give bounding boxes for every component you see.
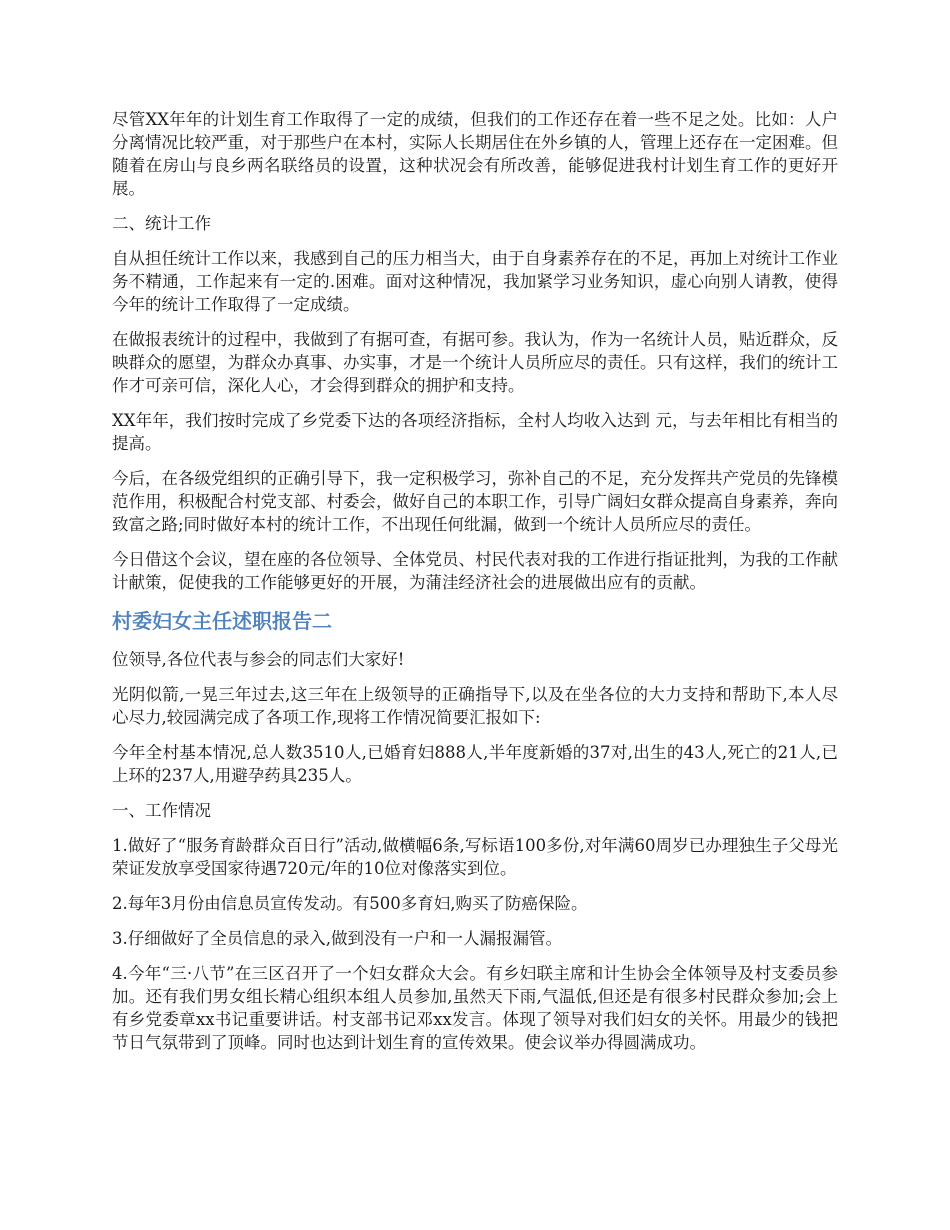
list-item: 4.今年“三·八节”在三区召开了一个妇女群众大会。有乡妇联主席和计生协会全体领导及村支委员参加。还有我们男女组长精心组织本组人员参加,虽然天下雨,气温低,但还是有很多村民群众参加;会上有乡党委章xx书记重要讲话。村支部书记邓xx发言。体现了领导对我们妇女的关怀。用最少的钱把节日气氛带到了顶峰。同时也达到计划生育的宣传效果。使会议举办得圆满成功。 [112, 964, 838, 1052]
paragraph: 今后，在各级党组织的正确引导下，我一定积极学习，弥补自己的不足，充分发挥共产党员的先锋模范作用，积极配合村党支部、村委会，做好自己的本职工作，引导广阔妇女群众提高自身素养，奔向致富之路;同时做好本村的统计工作，不出现任何纰漏，做到一个统计人员所应尽的责任。 [112, 469, 838, 534]
paragraph: 光阴似箭,一晃三年过去,这三年在上级领导的正确指导下,以及在坐各位的大力支持和帮助下,本人尽心尽力,较园满完成了各项工作,现将工作情况简要汇报如下: [112, 685, 838, 727]
paragraph: XX年年，我们按时完成了乡党委下达的各项经济指标，全村人均收入达到 元，与去年相比有相当的提高。 [112, 411, 838, 453]
paragraph: 尽管XX年年的计划生育工作取得了一定的成绩，但我们的工作还存在着一些不足之处。比如：人户分离情况比较严重，对于那些户在本村，实际人长期居住在外乡镇的人，管理上还存在一定困难。但随着在房山与良乡两名联络员的设置，这种状况会有所改善，能够促进我村计划生育工作的更好开展。 [112, 110, 838, 198]
list-item: 3.仔细做好了全员信息的录入,做到没有一户和一人漏报漏管。 [112, 929, 562, 948]
paragraph: 在做报表统计的过程中，我做到了有据可查，有据可参。我认为，作为一名统计人员，贴近群众，反映群众的愿望，为群众办真事、办实事，才是一个统计人员所应尽的责任。只有这样，我们的统计工作才可亲可信，深化人心，才会得到群众的拥护和支持。 [112, 330, 838, 395]
paragraph: 今日借这个会议，望在座的各位领导、全体党员、村民代表对我的工作进行指证批判，为我的工作献计献策，促使我的工作能够更好的开展，为蒲洼经济社会的进展做出应有的贡献。 [112, 550, 838, 592]
list-item: 2.每年3月份由信息员宣传发动。有500多育妇,购买了防癌保险。 [112, 894, 588, 913]
paragraph: 今年全村基本情况,总人数3510人,已婚育妇888人,半年度新婚的37对,出生的43人,死亡的21人,已上环的237人,用避孕药具235人。 [112, 743, 838, 785]
greeting-paragraph: 位领导,各位代表与参会的同志们大家好! [112, 650, 405, 669]
subsection-heading: 二、统计工作 [112, 214, 211, 233]
list-item: 1.做好了“服务育龄群众百日行”活动,做横幅6条,写标语100多份,对年满60周岁已办理独生子父母光荣证发放享受国家待遇720元/年的10位对像落实到位。 [112, 836, 838, 878]
section-title: 村委妇女主任述职报告二 [112, 609, 332, 633]
subsection-heading: 一、工作情况 [112, 801, 211, 820]
paragraph: 自从担任统计工作以来，我感到自己的压力相当大，由于自身素养存在的不足，再加上对统计工作业务不精通，工作起来有一定的.困难。面对这种情况，我加紧学习业务知识，虚心向别人请教，使得今年的统计工作取得了一定成绩。 [112, 249, 838, 314]
